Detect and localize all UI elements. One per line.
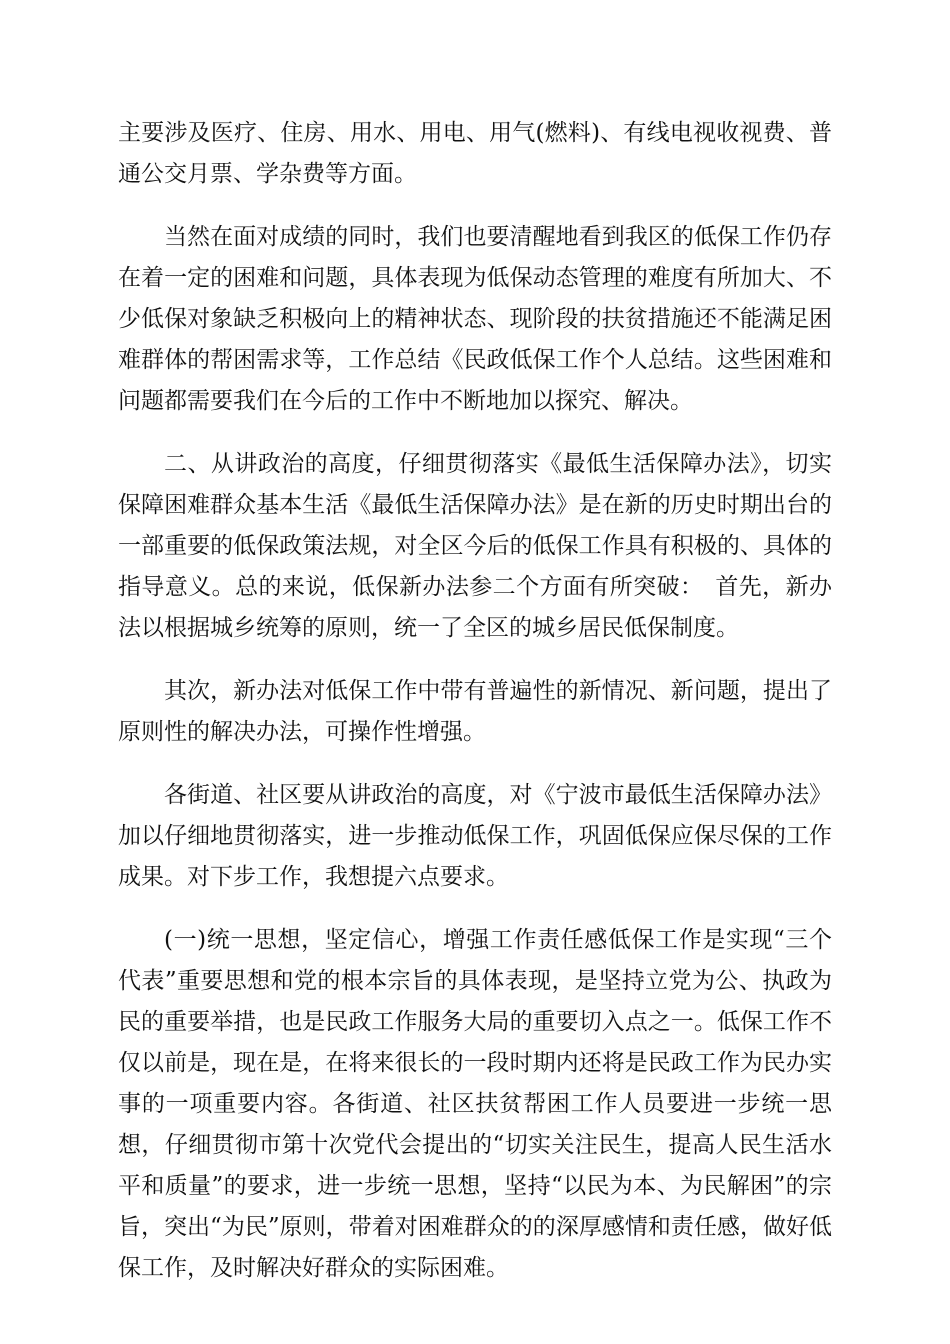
paragraph-requirements: 各街道、社区要从讲政治的高度，对《宁波市最低生活保障办法》加以仔细地贯彻落实，进一步推动低保工作，巩固低保应保尽保的工作成果。对下步工作，我想提六点要求。 (118, 782, 832, 890)
document-body (118, 113, 832, 1311)
paragraph-continuation: 主要涉及医疗、住房、用水、用电、用气(燃料)、有线电视收视费、普通公交月票、学杂费等方面。 (118, 120, 832, 187)
paragraph-difficulties: 当然在面对成绩的同时，我们也要清醒地看到我区的低保工作仍存在着一定的困难和问题，具体表现为低保动态管理的难度有所加大、不少低保对象缺乏积极向上的精神状态、现阶段的扶贫措施还不能满足困难群体的帮困需求等，工作总结《民政低保工作个人总结。这些困难和问题都需要我们在今后的工作中不断地加以探究、解决。 (118, 224, 832, 414)
paragraph-section-two: 二、从讲政治的高度，仔细贯彻落实《最低生活保障办法》，切实保障困难群众基本生活《最低生活保障办法》是在新的历史时期出台的一部重要的低保政策法规，对全区今后的低保工作具有积极的、具体的指导意义。总的来说，低保新办法参二个方面有所突破： 首先，新办法以根据城乡统筹的原则，统一了全区的城乡居民低保制度。 (118, 451, 832, 641)
paragraph-secondly: 其次，新办法对低保工作中带有普遍性的新情况、新问题，提出了原则性的解决办法，可操作性增强。 (118, 678, 832, 745)
paragraph-item-one: (一)统一思想，坚定信心，增强工作责任感低保工作是实现“三个代表”重要思想和党的根本宗旨的具体表现，是坚持立党为公、执政为民的重要举措，也是民政工作服务大局的重要切入点之一。低保工作不仅以前是，现在是，在将来很长的一段时期内还将是民政工作为民办实事的一项重要内容。各街道、社区扶贫帮困工作人员要进一步统一思想，仔细贯彻市第十次党代会提出的“切实关注民生，提高人民生活水平和质量”的要求，进一步统一思想，坚持“以民为本、为民解困”的宗旨，突出“为民”原则，带着对困难群众的的深厚感情和责任感，做好低保工作，及时解决好群众的实际困难。 (118, 927, 832, 1281)
